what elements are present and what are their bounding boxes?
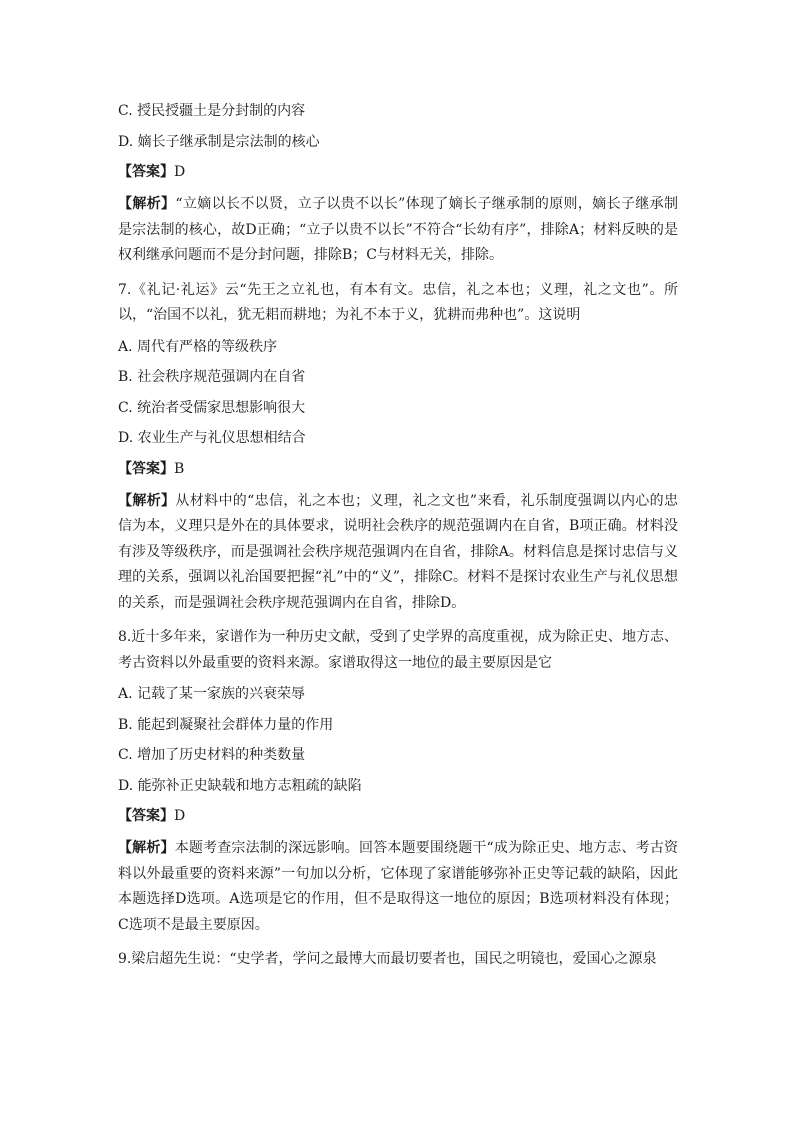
answer-value: D [174,164,186,180]
q8-option-d: D. 能弥补正史缺载和地方志粗疏的缺陷 [118,777,362,794]
q9-stem: 9.梁启超先生说：“史学者，学问之最博大而最切要者也，国民之明镜也，爱国心之源泉 [118,951,657,967]
q7-answer [118,459,678,479]
analysis-text: 从材料中的“忠信，礼之本也；义理，礼之文也”来看，礼乐制度强调以内心的忠信为本，义理只是外在的具体要求，说明社会秩序的规范强调内在自省，B项正确。材料没有涉及等级秩序，而是强调社会秩序规范强调内在自省，排除A。材料信息是探讨忠信与义理的关系，强调以礼治国要把握“礼”中的“义”，排除C。材料不是探讨农业生产与礼仪思想的关系，而是强调社会秩序规范强调内在自省，排除D。 [118,492,679,611]
q7-option-c: C. 统治者受儒家思想影响很大 [118,399,306,416]
q8-answer [118,806,678,826]
q6-option-c: C. 授民授疆土是分封制的内容 [118,103,306,119]
analysis-text: “立嫡以长不以贤，立子以贵不以长”体现了嫡长子继承制的原则，嫡长子继承制是宗法制的核心，故D正确；“立子以贵不以长”不符合“长幼有序”，排除A；材料反映的是权利继承问题而不是分封问题，排除B；C与材料无关，排除。 [118,196,679,263]
answer-value: B [174,460,185,477]
answer-label: 【答案】 [118,808,174,824]
document-page [118,101,678,981]
q8-option-c: C. 增加了历史材料的种类数量 [118,747,306,763]
q7-option-d: D. 农业生产与礼仪思想相结合 [118,430,306,446]
q8-option-b: B. 能起到凝聚社会群体力量的作用 [118,716,334,733]
q7-stem: 7.《礼记·礼运》云“先王之立礼也，有本有文。忠信，礼之本也；义理，礼之文也”。所以，“治国不以礼，犹无耜而耕地；为礼不本于义，犹耕而弗种也”。这说明 [118,281,678,323]
q8-option-a: A. 记载了某一家族的兴衰荣辱 [118,686,306,702]
q6-answer [118,162,678,182]
q7-option-b: B. 社会秩序规范强调内在自省 [118,369,306,385]
answer-label: 【答案】 [118,460,174,477]
q6-option-d: D. 嫡长子继承制是宗法制的核心 [118,133,320,150]
q8-analysis [118,836,678,938]
q7-analysis [118,489,678,617]
q6-analysis [118,192,678,269]
analysis-label: 【解析】 [118,840,175,856]
answer-value: D [174,808,186,824]
analysis-label: 【解析】 [118,492,176,509]
analysis-text: 本题考查宗法制的深远影响。回答本题要围绕题干“成为除正史、地方志、考古资料以外最重要的资料来源”一句加以分析，它体现了家谱能够弥补正史等记载的缺陷，因此本题选择D选项。A选项是它的作用，但不是取得这一地位的原因；B选项材料没有体现；C选项不是最主要原因。 [118,840,679,933]
q7-option-a: A. 周代有严格的等级秩序 [118,338,278,355]
answer-label: 【答案】 [118,164,174,180]
q8-stem: 8.近十多年来，家谱作为一种历史文献，受到了史学界的高度重视，成为除正史、地方志、考古资料以外最重要的资料来源。家谱取得这一地位的最主要原因是它 [118,629,678,671]
analysis-label: 【解析】 [118,196,176,212]
